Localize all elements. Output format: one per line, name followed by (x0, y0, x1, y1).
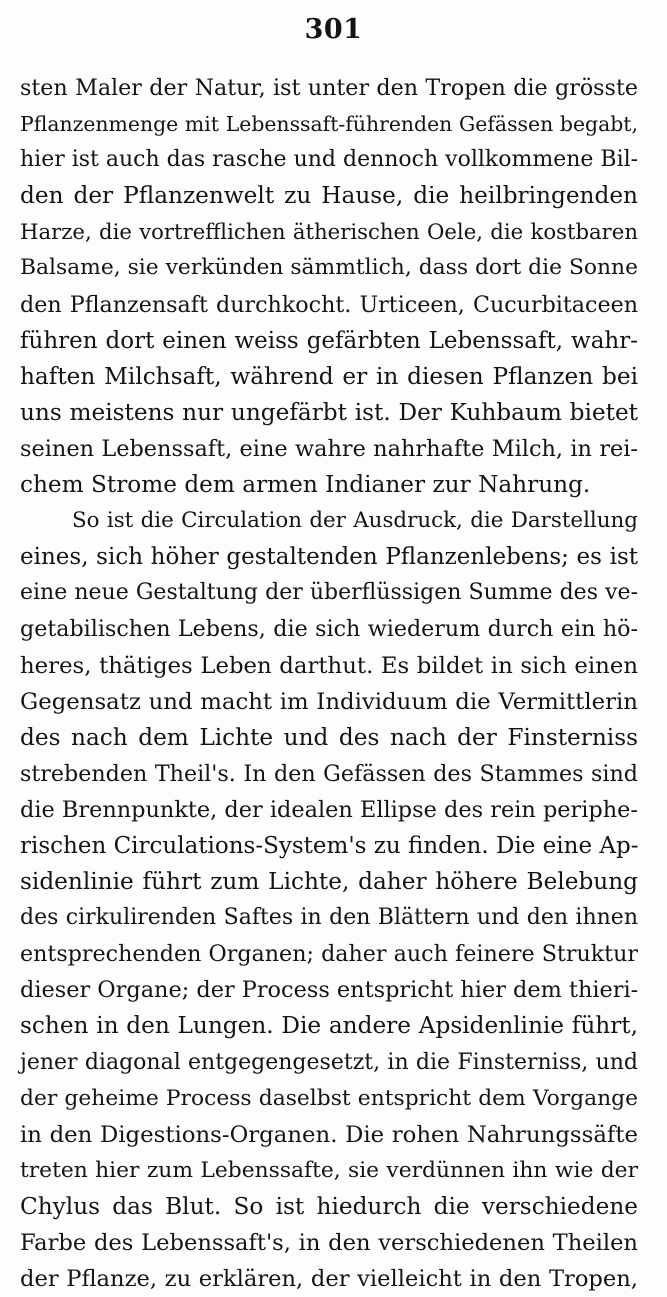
text-line: Gegensatz und macht im Individuum die Vermittlerin (20, 688, 638, 715)
body-text (20, 70, 638, 1297)
text-line: in den Digestions-Organen. Die rohen Nahrungssäfte (20, 1121, 638, 1148)
text-line: chem Strome dem armen Indianer zur Nahrung. (20, 471, 591, 499)
text-line: So ist die Circulation der Ausdruck, die Darstellung (72, 508, 638, 534)
text-line: Harze, die vortrefflichen ätherischen Oele, die kostbaren (20, 219, 638, 245)
text-line: hier ist auch das rasche und dennoch vollkommene Bil- (20, 147, 639, 173)
text-line: eines, sich höher gestaltenden Pflanzenlebens; es ist (20, 544, 638, 571)
text-line: den Pflanzensaft durchkocht. Urticeen, Cucurbitaceen (20, 291, 638, 318)
text-line: der geheime Process daselbst entspricht dem Vorgange (20, 1085, 638, 1111)
text-line: dieser Organe; der Process entspricht hier dem thieri- (20, 977, 639, 1004)
text-line: sidenlinie führt zum Lichte, daher höhere Belebung (20, 868, 638, 896)
text-line: entsprechenden Organen; daher auch feinere Struktur (20, 941, 638, 968)
text-line: eine neue Gestaltung der überflüssigen Summe des ve- (20, 580, 638, 606)
text-line: die Brennpunkte, der idealen Ellipse des rein periphe- (20, 796, 638, 823)
text-line: strebenden Theil's. In den Gefässen des Stammes sind (20, 760, 638, 787)
text-line: schen in den Lungen. Die andere Apsidenlinie führt, (20, 1012, 638, 1040)
text-line: rischen Circulations-System's zu finden. Die eine Ap- (20, 832, 639, 859)
text-line: uns meistens nur ungefärbt ist. Der Kuhbaum bietet (20, 398, 638, 426)
text-line: heres, thätiges Leben darthut. Es bildet in sich einen (20, 652, 638, 679)
text-line: des cirkulirenden Saftes in den Blättern und den ihnen (20, 905, 638, 931)
text-line: Pflanzenmenge mit Lebenssaft-führenden Gefässen begabt, (20, 112, 638, 137)
text-line: sten Maler der Natur, ist unter den Tropen die grösste (20, 75, 638, 101)
text-line: treten hier zum Lebenssafte, sie verdünnen ihn wie der (20, 1157, 638, 1183)
page-number: 301 (304, 14, 363, 45)
text-line: getabilischen Lebens, die sich wiederum durch ein hö- (20, 616, 638, 643)
text-line: Farbe des Lebenssaft's, in den verschiedenen Theilen (20, 1230, 638, 1256)
text-line: jener diagonal entgegengesetzt, in die Finsterniss, und (20, 1049, 638, 1075)
text-line: des nach dem Lichte und des nach der Finsterniss (20, 723, 638, 751)
text-line: Chylus das Blut. So ist hiedurch die verschiedene (20, 1192, 638, 1220)
text-line: den der Pflanzenwelt zu Hause, die heilbringenden (20, 182, 638, 210)
text-line: Balsame, sie verkünden sämmtlich, dass dort die Sonne (20, 255, 638, 281)
text-line: seinen Lebenssaft, eine wahre nahrhafte Milch, in rei- (20, 435, 638, 462)
text-line: haften Milchsaft, während er in diesen Pflanzen bei (20, 362, 638, 390)
text-line: führen dort einen weiss gefärbten Lebenssaft, wahr- (20, 327, 638, 354)
paragraph (20, 503, 638, 1297)
text-line: der Pflanze, zu erklären, der vielleicht in den Tropen, (20, 1266, 638, 1293)
paragraph (20, 70, 638, 503)
